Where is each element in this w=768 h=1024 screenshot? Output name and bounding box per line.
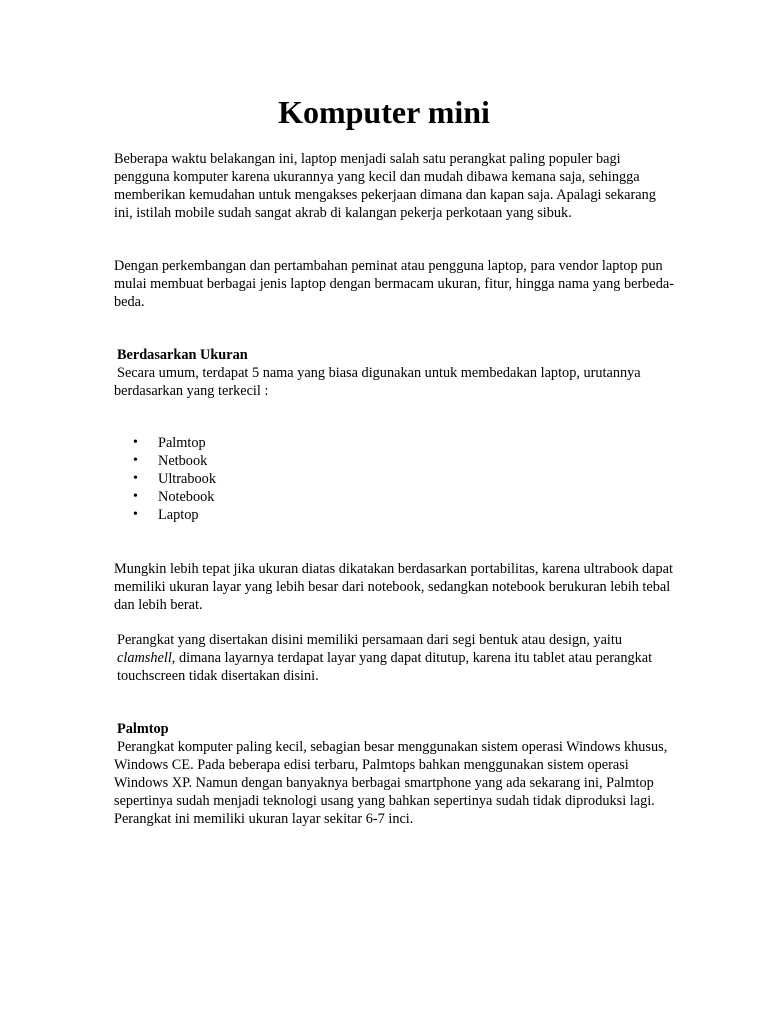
list-item-label: Ultrabook: [158, 471, 216, 487]
design-text-after: , dimana layarnya terdapat layar yang dapat ditutup, karena itu tablet atau perangkat touchscreen tidak disertakan disini.: [117, 650, 653, 684]
vendor-paragraph: Dengan perkembangan dan pertambahan peminat atau pengguna laptop, para vendor laptop pun mulai membuat berbagai jenis laptop dengan bermacam ukuran, fitur, hingga nama yang berbeda-beda.: [114, 258, 674, 310]
design-paragraph: [114, 631, 677, 685]
palmtop-section-text: Perangkat komputer paling kecil, sebagian besar menggunakan sistem operasi Windows khusus, Windows CE. Pada beberapa edisi terbaru, Palmtops bahkan menggunakan sistem operasi Windows XP. Namun dengan banyaknya berbagai smartphone yang ada sekarang ini, Palmtop sepertinya sudah menjadi teknologi usang yang bahkan sepertinya sudah tidak diproduksi lagi. Perangkat ini memiliki ukuran layar sekitar 6-7 inci.: [114, 739, 668, 827]
palmtop-section-heading: Palmtop: [117, 721, 169, 737]
list-item-label: Netbook: [158, 453, 208, 469]
bullet-icon: •: [133, 453, 138, 468]
design-text-before: Perangkat yang disertakan disini memiliki persamaan dari segi bentuk atau design, yaitu: [117, 632, 623, 648]
size-section-heading: Berdasarkan Ukuran: [117, 347, 248, 363]
design-emphasis: clamshell: [117, 650, 172, 666]
list-item-label: Notebook: [158, 489, 215, 505]
list-item-label: Palmtop: [158, 435, 206, 451]
size-list: [114, 434, 216, 524]
palmtop-section: [114, 720, 674, 828]
intro-paragraph: Beberapa waktu belakangan ini, laptop menjadi salah satu perangkat paling populer bagi pengguna komputer karena ukurannya yang kecil dan mudah dibawa kemana saja, sehingga memberikan kemudahan untuk mengakses pekerjaan dimana dan kapan saja. Apalagi sekarang ini, istilah mobile sudah sangat akrab di kalangan pekerja perkotaan yang sibuk.: [114, 151, 656, 221]
bullet-icon: •: [133, 471, 138, 486]
list-item: [114, 470, 216, 488]
portability-paragraph: Mungkin lebih tepat jika ukuran diatas dikatakan berdasarkan portabilitas, karena ultrabook dapat memiliki ukuran layar yang lebih besar dari notebook, sedangkan notebook berukuran lebih tebal dan lebih berat.: [114, 561, 673, 613]
list-item-label: Laptop: [158, 507, 199, 523]
bullet-icon: •: [133, 435, 138, 450]
list-item: [114, 488, 216, 506]
size-section-text: Secara umum, terdapat 5 nama yang biasa digunakan untuk membedakan laptop, urutannya berdasarkan yang terkecil :: [114, 365, 641, 399]
size-section: [114, 346, 674, 400]
bullet-icon: •: [133, 489, 138, 504]
document-title: Komputer mini: [278, 94, 490, 130]
list-item: [114, 452, 216, 470]
bullet-icon: •: [133, 507, 138, 522]
list-item: [114, 506, 216, 524]
list-item: [114, 434, 216, 452]
